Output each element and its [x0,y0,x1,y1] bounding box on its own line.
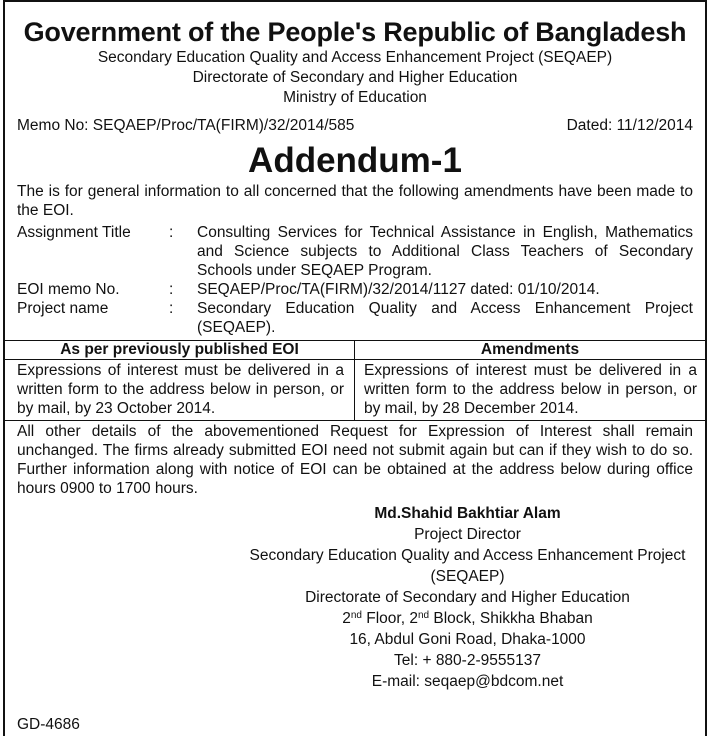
previous-eoi-column [5,341,355,420]
amendments-header: Amendments [355,341,705,360]
signatory-directorate: Directorate of Secondary and Higher Education [305,589,630,606]
signatory-floor-block [230,608,705,629]
memo-number: Memo No: SEQAEP/Proc/TA(FIRM)/32/2014/585 [17,117,355,134]
signatory-road-address: 16, Abdul Goni Road, Dhaka-1000 [349,631,586,648]
block-suffix: nd [417,610,430,621]
amendments-column [355,341,705,420]
signatory-designation: Project Director [414,526,521,543]
floor-number: 2 [342,610,351,627]
detail-colon: : [169,281,174,298]
floor-suffix: nd [350,610,362,621]
amendments-text: Expressions of interest must be delivered in a written form to the address below in person, or by mail, by 28 December 2014. [364,362,697,417]
signatory-email: E-mail: seqaep@bdcom.net [371,673,564,690]
government-title: Government of the People's Republic of Bangladesh [23,17,687,47]
block-text: Block, Shikkha Bhaban [429,610,593,627]
signature-block [5,503,705,692]
detail-row-project [17,299,693,337]
comparison-table [5,340,705,421]
memo-date: Dated: 11/12/2014 [566,117,693,134]
previous-eoi-text: Expressions of interest must be delivered in a written form to the address below in person, or by mail, by 23 October 2014. [17,362,344,417]
addendum-heading: Addendum-1 [248,141,462,180]
detail-label: Project name [17,300,109,317]
detail-row-eoi-memo [17,280,693,299]
detail-colon: : [169,300,174,317]
intro-paragraph: The is for general information to all concerned that the following amendments have been made to the EOI. [17,183,693,219]
gd-code: GD-4686 [17,716,80,733]
detail-value: Consulting Services for Technical Assistance in English, Mathematics and Science subjects to Additional Class Teachers of Secondary Schools under SEQAEP Program. [197,224,693,279]
signatory-project-line: Secondary Education Quality and Access Enhancement Project [249,547,686,564]
detail-value: Secondary Education Quality and Access Enhancement Project (SEQAEP). [197,300,693,336]
ministry-line: Ministry of Education [283,89,427,106]
block-number: 2 [409,610,418,627]
previous-eoi-header: As per previously published EOI [5,341,354,360]
project-name-line: Secondary Education Quality and Access Enhancement Project (SEQAEP) [97,49,613,66]
floor-text: Floor, [361,610,410,627]
detail-row-assignment [17,223,693,280]
notice-page [3,0,707,736]
detail-label: Assignment Title [17,224,131,241]
memo-row [5,116,705,136]
closing-paragraph: All other details of the abovementioned Request for Expression of Interest shall remain unchanged. The firms already submitted EOI need not submit again but can if they wish to do so. Further information along with notice of EOI can be obtained at the address below during office hours 0900 to 1700 hours. [17,423,693,497]
directorate-line: Directorate of Secondary and Higher Education [192,69,518,86]
detail-colon: : [169,224,174,241]
detail-label: EOI memo No. [17,281,120,298]
detail-value: SEQAEP/Proc/TA(FIRM)/32/2014/1127 dated: 01/10/2014. [197,281,600,298]
signatory-project-acronym: (SEQAEP) [430,568,505,585]
signatory-telephone: Tel: + 880-2-9555137 [394,652,541,669]
details-table [5,223,705,337]
signatory-name: Md.Shahid Bakhtiar Alam [374,505,561,522]
